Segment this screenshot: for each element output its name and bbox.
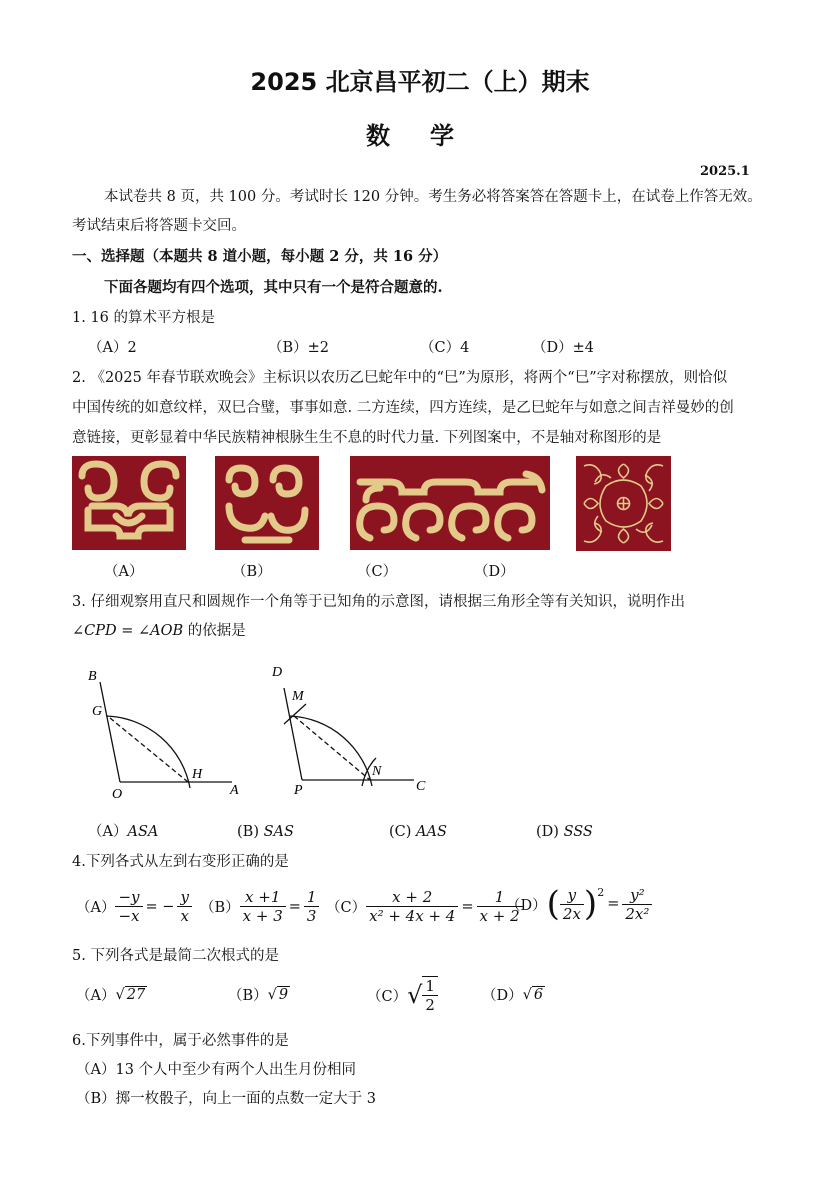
subject-title: 数学 bbox=[366, 122, 494, 150]
q3-option-b-prefix: (B) bbox=[237, 824, 264, 840]
q4-option-d bbox=[506, 884, 652, 924]
intro-line-1: 本试卷共 8 页，共 100 分。考试时长 120 分钟。考生务必将答案答在答题卡上，在试卷上作答无效。 bbox=[104, 189, 762, 205]
q5-c-num: 1 bbox=[422, 977, 438, 996]
q4-d-equals: = bbox=[607, 896, 620, 912]
q3-line-2-text: 的依据是 bbox=[183, 623, 246, 639]
q4-a-den: −x bbox=[118, 907, 140, 925]
q4-a-den2: x bbox=[180, 907, 189, 925]
fig1-label-g: G bbox=[92, 704, 103, 719]
q4-stem: 4.下列各式从左到右变形正确的是 bbox=[72, 854, 289, 870]
q2-line-2: 中国传统的如意纹样，双巳合璧，事事如意. 二方连续，四方连续，是乙巳蛇年与如意之间吉祥曼妙的创 bbox=[72, 400, 734, 416]
q3-option-a bbox=[88, 821, 158, 843]
q3-figure-1 bbox=[72, 660, 262, 805]
q3-option-c-prefix: (C) bbox=[389, 824, 417, 840]
q3-angle-equation: ∠CPD = ∠AOB bbox=[72, 623, 184, 639]
q5-d-prefix: （D） bbox=[482, 988, 523, 1004]
section-instruction: 下面各题均有四个选项，其中只有一个是符合题意的. bbox=[104, 279, 443, 296]
intro-line-2: 考试结束后将答题卡交回。 bbox=[72, 218, 246, 234]
fig2-label-d: D bbox=[272, 665, 283, 680]
q4-a-num: −y bbox=[115, 888, 142, 907]
q4-b-frac-right bbox=[304, 888, 320, 925]
q5-c-radical-sign: √ bbox=[407, 981, 423, 1009]
fig2-label-n: N bbox=[372, 764, 382, 779]
q4-b-prefix: （B） bbox=[200, 900, 240, 916]
q4-d-rparen: ) bbox=[583, 884, 598, 924]
fig2-label-c: C bbox=[416, 779, 426, 794]
q1-option-b: （B）±2 bbox=[268, 340, 330, 356]
q4-c-num: x + 2 bbox=[366, 888, 458, 907]
q5-a-value: 27 bbox=[126, 986, 146, 1003]
q4-c-frac-left bbox=[366, 888, 458, 925]
q4-d-frac-left bbox=[560, 886, 584, 923]
q6-stem: 6.下列事件中，属于必然事件的是 bbox=[72, 1033, 289, 1049]
q2-label-d: （D） bbox=[474, 564, 515, 580]
fig1-label-b: B bbox=[88, 669, 97, 684]
q3-line-1: 3. 仔细观察用直尺和圆规作一个角等于已知角的示意图，请根据三角形全等有关知识，说明作出 bbox=[72, 594, 685, 610]
q4-c-num2: 1 bbox=[477, 888, 523, 907]
q1-option-d: （D）±4 bbox=[532, 340, 595, 356]
q3-option-a-prefix: （A） bbox=[88, 824, 128, 840]
q4-a-num2: y bbox=[177, 888, 191, 907]
q4-b-frac-left bbox=[240, 888, 286, 925]
q4-b-equals: = bbox=[288, 898, 301, 915]
q4-d-lparen: ( bbox=[546, 884, 560, 924]
q4-b-den: x + 3 bbox=[242, 907, 283, 925]
q6-option-b: （B）掷一枚骰子，向上一面的点数一定大于 3 bbox=[76, 1091, 376, 1107]
q4-d-prefix: （D） bbox=[506, 897, 547, 914]
q3-option-a-text: ASA bbox=[127, 824, 159, 840]
q4-a-mid: = − bbox=[145, 898, 175, 915]
q3-option-b bbox=[237, 821, 294, 843]
q5-d-radicand bbox=[532, 987, 545, 1003]
pattern-image-c bbox=[350, 456, 550, 550]
q4-d-num2: y² bbox=[622, 886, 652, 905]
section-heading: 一、选择题（本题共 8 道小题，每小题 2 分，共 16 分） bbox=[72, 248, 448, 265]
q5-c-den: 2 bbox=[425, 996, 435, 1014]
q5-c-prefix: （C） bbox=[367, 988, 408, 1005]
q2-label-a: （A） bbox=[104, 564, 144, 580]
q5-a-radical-sign: √ bbox=[115, 986, 125, 1003]
q4-option-a bbox=[76, 888, 192, 925]
q3-option-d bbox=[536, 821, 593, 843]
q5-c-frac bbox=[422, 976, 438, 1014]
fig1-label-o: O bbox=[112, 787, 123, 802]
fig2-label-p: P bbox=[294, 783, 303, 798]
q4-option-b bbox=[200, 888, 319, 925]
q6-option-a: （A）13 个人中至少有两个人出生月份相同 bbox=[76, 1062, 357, 1078]
q4-b-num: x +1 bbox=[240, 888, 286, 907]
q4-c-den: x² + 4x + 4 bbox=[369, 907, 456, 925]
q4-d-exponent: 2 bbox=[597, 886, 605, 899]
q5-b-radical-sign: √ bbox=[267, 986, 277, 1003]
q3-line-2 bbox=[72, 620, 246, 642]
fig2-label-m: M bbox=[292, 689, 304, 704]
q1-stem: 1. 16 的算术平方根是 bbox=[72, 310, 216, 326]
q4-c-den2: x + 2 bbox=[479, 907, 520, 925]
pattern-image-b bbox=[215, 456, 319, 550]
q5-d-value: 6 bbox=[533, 986, 544, 1003]
q5-option-b bbox=[228, 984, 290, 1005]
q3-option-c-text: AAS bbox=[416, 824, 447, 840]
q5-d-radical-sign: √ bbox=[522, 986, 532, 1003]
exam-title: 2025 北京昌平初二（上）期末 bbox=[250, 68, 590, 96]
pattern-image-a bbox=[72, 456, 186, 550]
q4-d-den2: 2x² bbox=[625, 904, 650, 923]
q4-b-den2: 3 bbox=[306, 907, 317, 925]
fig1-label-a: A bbox=[230, 783, 239, 798]
q5-option-c bbox=[367, 976, 438, 1014]
q4-c-prefix: （C） bbox=[326, 900, 367, 916]
q4-d-frac-right bbox=[622, 886, 652, 923]
q4-a-frac-left bbox=[115, 888, 142, 925]
q5-b-prefix: （B） bbox=[228, 988, 268, 1004]
q3-figure-2 bbox=[262, 658, 442, 803]
q5-option-d bbox=[482, 984, 545, 1005]
q5-option-a bbox=[76, 984, 147, 1005]
q1-option-c: （C）4 bbox=[420, 340, 470, 356]
q3-option-d-prefix: (D) bbox=[536, 824, 564, 840]
q3-option-d-text: SSS bbox=[563, 824, 593, 840]
q4-option-c bbox=[326, 888, 523, 925]
q4-c-equals: = bbox=[461, 898, 474, 915]
q5-a-prefix: （A） bbox=[76, 988, 116, 1004]
q4-d-den: 2x bbox=[562, 904, 581, 923]
q5-a-radicand bbox=[125, 987, 147, 1003]
q5-stem: 5. 下列各式是最简二次根式的是 bbox=[72, 948, 279, 964]
q5-b-radicand bbox=[277, 987, 290, 1003]
q3-option-b-text: SAS bbox=[263, 824, 294, 840]
q2-line-1: 2. 《2025 年春节联欢晚会》主标识以农历乙巳蛇年中的“巳”为原形，将两个“巳”字对称摆放，则恰似 bbox=[72, 370, 728, 386]
q4-d-num: y bbox=[560, 886, 584, 905]
fig1-label-h: H bbox=[192, 767, 203, 782]
exam-date: 2025.1 bbox=[700, 164, 750, 179]
q4-b-num2: 1 bbox=[304, 888, 320, 907]
q5-b-value: 9 bbox=[278, 986, 289, 1003]
q2-label-c: （C） bbox=[357, 564, 398, 580]
q1-option-a: （A）2 bbox=[88, 340, 137, 356]
q4-a-frac-right bbox=[177, 888, 191, 925]
q4-a-prefix: （A） bbox=[76, 900, 116, 916]
q2-label-b: （B） bbox=[232, 564, 272, 580]
q2-line-3: 意链接，更彰显着中华民族精神根脉生生不息的时代力量. 下列图案中，不是轴对称图形的是 bbox=[72, 430, 662, 446]
q3-option-c bbox=[389, 821, 447, 843]
pattern-image-d bbox=[576, 456, 671, 551]
